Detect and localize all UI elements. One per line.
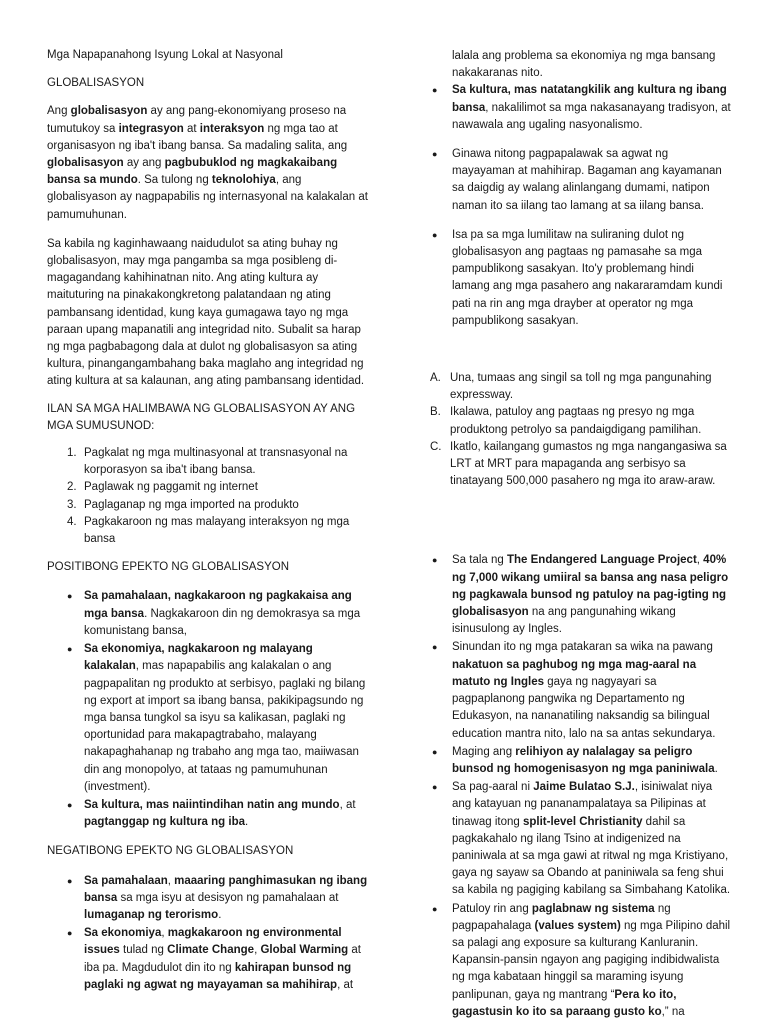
list-item-text: Maging ang relihiyon ay nalalagay sa peligro bunsod ng homogenisasyon ng mga paniniwala. [452,745,718,775]
bullet-icon: ● [432,642,438,653]
bold-run: (values system) [534,919,621,932]
list-item-text: Sa ekonomiya, magkakaroon ng environmental issues tulad ng Climate Change, Global Warming at iba pa. Magdudulot din ito ng kahirapan bunsod ng paglaki ng agwat ng mayayaman sa mahihirap, at [84,927,361,991]
list-item [430,370,732,404]
list-item-text: Sa tala ng The Endangered Language Project, 40% ng 7,000 wikang umiiral sa bansa ang nasa peligro ng pagkawala bunsod ng patuloy na pag-igting ng globalisasyon na ang pangunahing wikang isinusulong ay Ingles. [452,554,729,636]
fare-increase-list [430,370,732,490]
bold-run: Sa pamahalaan, nagkakaroon ng pagkakaisa ang mga bansa [84,590,352,620]
list-number: 1. [67,447,77,460]
list-item-text: Ginawa nitong pagpapalawak sa agwat ng mayayaman at mahihirap. Bagaman ang kayamanan sa daigdig ay walang alinlangang dumami, natipon naman ito sa iilang tao lamang at sa iilang bansa. [452,148,722,212]
positive-effects-list [47,588,369,831]
bullet-icon: ● [432,229,438,240]
list-letter: B. [430,406,441,419]
list-item [430,552,732,638]
list-item-text: Sa ekonomiya, nagkakaroon ng malayang kalakalan, mas napapabilis ang kalakalan o ang pagpapalitan ng produkto at serbisyo, paglaki ng bilang ng export at import sa ibang bansa, pakikipagsundo ng mga bansa tungkol sa isyu sa kalikasan, paglaki ng oportunidad para makapagtrabaho, malayang nakapaghahanap ng trabaho ang mga tao, maiiwasan din ang monopolyo, at tataas ng pamumuhunan (investment). [84,643,366,793]
list-item [47,641,369,796]
bold-run: Jaime Bulatao S.J. [533,781,635,794]
examples-list [47,445,369,548]
bullet-icon: ● [432,903,438,914]
list-number: 3. [67,498,77,511]
intro-paragraph-1: Ang globalisasyon ay ang pang-ekonomiyang proseso na tumutukoy sa integrasyon at interaksyon ng mga tao at organisasyon ng iba't ibang bansa. Sa madaling salita, ang globalisasyon ay ang pagbubuklod ng magkakaibang bansa sa mundo. Sa tulong ng teknolohiya, ang globalisyason ay nagpapabilis ng internasyonal na kalakalan at pamumuhunan. [47,105,368,221]
bold-run: interaksyon [199,122,265,135]
bold-run: pagtanggap ng kultura ng iba [84,816,245,829]
section-title: GLOBALISASYON [47,77,145,90]
bold-run: lumaganap ng terorismo [84,908,219,921]
bold-run: pagbubuklod ng magkakaibang bansa sa mundo [47,157,338,187]
bold-run: globalisasyon [47,157,124,170]
bullet-icon: ● [432,85,438,96]
right-column [430,47,732,1022]
bold-run: Sa kultura, mas natatangkilik ang kultura ng ibang bansa [452,84,727,114]
bold-run: kahirapan bunsod ng paglaki ng agwat ng mayayaman sa mahihirap [84,961,352,991]
list-item-text: Isa pa sa mga lumilitaw na suliraning dulot ng globalisasyon ang pagtaas ng pamasahe sa mga pampublikong sasakyan. Ito'y problemang hindi lamang ang mga pasahero ang nakararamdam kundi pati na rin ang mga drayber at operator ng mga pampublikong sasakyan. [452,228,723,327]
bold-run: teknolohiya [211,174,276,187]
bold-run: maaaring panghimasukan ng ibang bansa [84,874,368,904]
list-item [430,639,732,742]
bold-run: Sa ekonomiya, nagkakaroon ng malayang kalakalan [84,643,313,673]
bold-run: magkakaroon ng environmental issues [84,927,342,957]
list-item [47,873,369,925]
list-item [47,479,369,496]
list-item [430,404,732,438]
list-item [430,901,732,1021]
bullet-icon: ● [432,782,438,793]
list-item-text: Pagkakaroon ng mas malayang interaksyon ng mga bansa [84,515,350,546]
left-column [47,47,369,995]
bold-run: split-level Christianity [522,815,643,828]
list-item [47,925,369,994]
bullet-icon: ● [67,799,73,810]
bullet-icon: ● [432,746,438,757]
list-item-text: Sa pag-aaral ni Jaime Bulatao S.J., isiniwalat niya ang katayuan ng pananampalataya sa Pilipinas at tinawag itong split-level Christianity dahil sa pagkakahalo ng ilang Tsino at indigenized na paniniwala at sa mga gawi at ritwal ng mga Kristiyano, gaya ng sayaw sa Obando at paniniwala sa feng shui sa kabila ng pagiging kabilang sa Simbahang Katolika. [452,781,731,897]
bold-run: integrasyon [118,122,184,135]
bullet-icon: ● [432,555,438,566]
negative-heading: NEGATIBONG EPEKTO NG GLOBALISASYON [47,845,294,858]
bold-run: Sa kultura, mas naiintindihan natin ang mundo [84,798,340,811]
intro-paragraph-2: Sa kabila ng kaginhawaang naidudulot sa ating buhay ng globalisasyon, may mga pangamba sa mga posibleng di-magagandang kahihinatnan nito. Ang ating kultura ay maituturing na pinakakongkretong palatandaan ng ating pambansang identidad, kung kaya gumagawa tayo ng mga paraan upang mapanatili ang integridad nito. Subalit sa harap ng mga pagbabagong dala at dulot ng globalisasyon sa ating kultura, pinangangambahang baka maglaho ang integridad ng ating kultura at sa kalaunan, ang ating pambansang identidad. [47,237,365,388]
negative-effects-continued-list [430,82,732,330]
bullet-icon: ● [67,591,73,602]
bold-run: 40% ng 7,000 wikang umiiral sa bansa ang nasa peligro ng pagkawala bunsod ng patuloy na pag-igting ng globalisasyon [452,554,729,619]
bold-run: globalisasyon [70,105,148,118]
list-item-text: Paglaganap ng mga imported na produkto [84,498,299,511]
list-item [430,439,732,491]
list-item [430,779,732,899]
bold-run: Sa pamahalaan [84,874,168,887]
bullet-icon: ● [67,644,73,655]
bold-run: Sa ekonomiya [84,927,162,940]
list-item [430,82,732,134]
document-title: Mga Napapanahong Isyung Lokal at Nasyonal [47,49,283,61]
list-item-text: Sinundan ito ng mga patakaran sa wika na pawang nakatuon sa paghubog ng mga mag-aaral na matuto ng Ingles gaya ng nagyayari sa pagpaplanong pangwika ng Departamento ng Edukasyon, na nananatiling naksandig sa bilingual education mantra nito, lalo na sa antas sekundarya. [452,641,716,740]
bold-run: nakatuon sa paghubog ng mga mag-aaral na matuto ng Ingles [452,658,697,688]
bold-run: Global Warming [260,944,349,957]
list-item-text: Patuloy rin ang paglabnaw ng sistema ng pagpapahalaga (values system) ng mga Pilipino dahil sa palagi ang exposure sa kulturang Kanluranin. Kapansin-pansin ngayon ang pagiging indibidwalista ng mga kabataan hinggil sa maraming isyung panlipunan, gaya ng mantrang “Pera ko ito, gagastusin ko ito sa paraang gusto ko,” na [452,902,731,1018]
bold-run: The Endangered Language Project [506,554,697,567]
list-item [430,227,732,330]
list-item [430,146,732,215]
bullet-icon: ● [432,149,438,160]
bold-run: Pera ko ito, gagastusin ko ito sa paraang gusto ko [452,988,677,1018]
list-number: 2. [67,481,77,494]
examples-heading: ILAN SA MGA HALIMBAWA NG GLOBALISASYON AY ANG MGA SUMUSUNOD: [47,402,356,432]
list-item [47,445,369,479]
list-item [430,744,732,778]
list-item-text: Paglawak ng paggamit ng internet [84,481,258,494]
list-item-text: Sa kultura, mas naiintindihan natin ang mundo, at pagtanggap ng kultura ng iba. [84,798,356,829]
list-letter: C. [430,440,442,453]
list-item-text: Sa kultura, mas natatangkilik ang kultura ng ibang bansa, nakalilimot sa mga nakasanayang tradisyon, at nawawala ang ugaling nasyonalismo. [452,84,731,131]
negative-effects-list [47,873,369,994]
list-item [47,797,369,831]
bold-run: Climate Change [167,944,255,957]
list-letter: A. [430,372,441,385]
list-item-text: Sa pamahalaan, maaaring panghimasukan ng ibang bansa sa mga isyu at desisyon ng pamahalaan at lumaganap ng terorismo. [84,874,368,921]
positive-heading: POSITIBONG EPEKTO NG GLOBALISASYON [47,561,289,574]
list-item [47,514,369,548]
list-item-text: Ikatlo, kailangang gumastos ng mga nangangasiwa sa LRT at MRT para mapaganda ang serbisyo sa tinatayang 500,000 pasahero ng mga ito araw-araw. [450,440,727,488]
language-religion-list [430,552,732,1020]
list-number: 4. [67,515,77,528]
list-item [47,497,369,514]
list-item-text: Una, tumaas ang singil sa toll ng mga pangunahing expressway. [450,372,712,402]
list-item-text: Pagkalat ng mga multinasyonal at transnasyonal na korporasyon sa iba't ibang bansa. [84,447,348,477]
bold-run: paglabnaw ng sistema [531,902,655,915]
list-item-text: Sa pamahalaan, nagkakaroon ng pagkakaisa ang mga bansa. Nagkakaroon din ng demokrasya sa mga komunistang bansa, [84,590,361,637]
list-item [47,588,369,640]
continuation-text: lalala ang problema sa ekonomiya ng mga bansang nakakaranas nito. [452,50,716,80]
list-item-text: Ikalawa, patuloy ang pagtaas ng presyo ng mga produktong petrolyo sa pandaigdigang pamilihan. [450,406,702,436]
bullet-icon: ● [67,875,73,886]
bullet-icon: ● [67,928,73,939]
bold-run: relihiyon ay nalalagay sa peligro bunsod ng homogenisasyon ng mga paniniwala [452,745,715,775]
